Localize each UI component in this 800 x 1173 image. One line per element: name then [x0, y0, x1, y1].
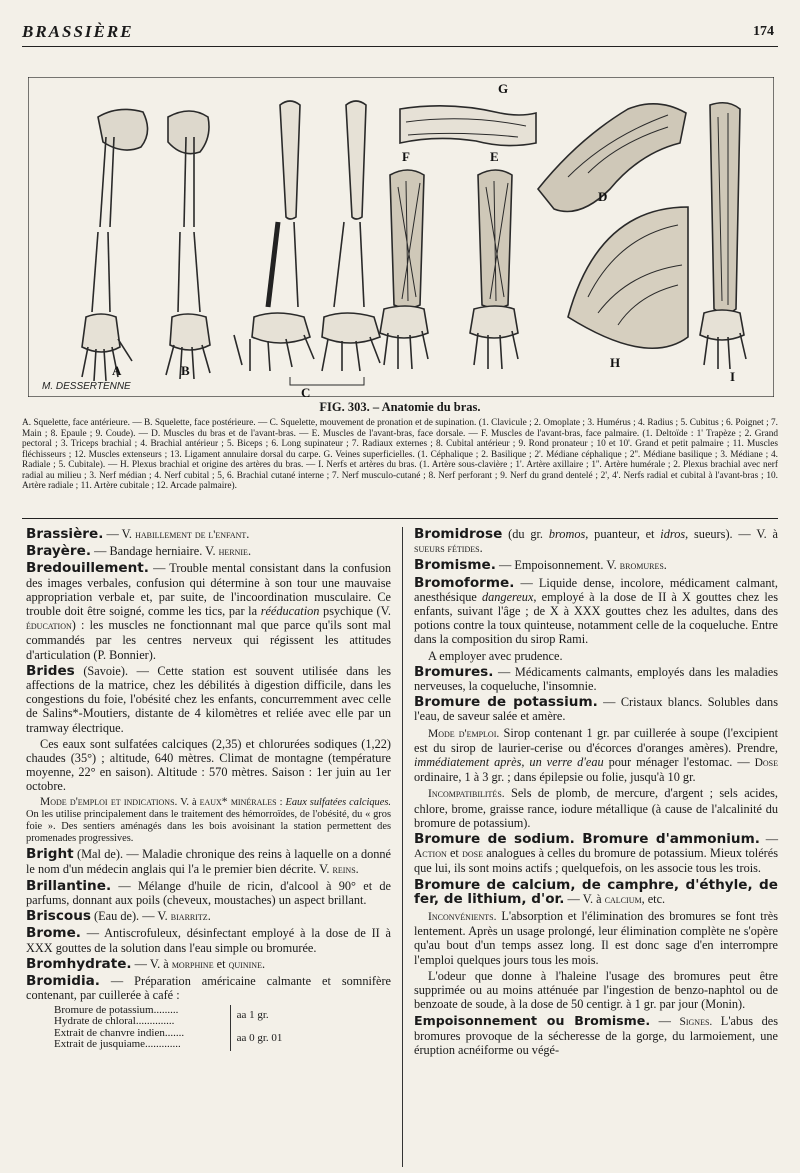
entry-bromure-potassium: Bromure de potassium. — Cristaux blancs. Solubles dans l'eau, de saveur salée et amère.: [414, 694, 778, 724]
entry-bromures: Bromures. — Médicaments calmants, employés dans les maladies nerveuses, la coqueluche, l'insomnie.: [414, 663, 778, 694]
figure-letter-g: G: [498, 81, 509, 96]
figure-letter-b: B: [181, 363, 190, 378]
cross-ref: biarritz: [170, 911, 208, 924]
column-divider: [402, 527, 403, 1167]
cross-ref: quinine: [228, 958, 262, 971]
entry-bromidia: Bromidia. — Préparation américaine calmante et somnifère contenant, par cuillerée à café :: [26, 973, 391, 1003]
entry-bromure-potassium-incomp: Incompatibilités. Sels de plomb, de mercure, d'argent ; sels acides, chlore, brome, graisse rance, iodure métallique (à cause de l'alcalinité du bromure de potassium).: [414, 786, 778, 830]
figure-letter-d: D: [598, 189, 608, 204]
figure-letter-c: C: [301, 385, 311, 397]
recipe-row: Bromure de potassium......... aa 1 gr.: [52, 1005, 302, 1017]
cross-ref: bromures: [619, 560, 664, 573]
entry-brides-p2: Ces eaux sont sulfatées calciques (2,35) et chlorurées sodiques (1,22) chaudes (35°) ; altitude, 640 mètres. Climat de montagne (température moyenne, 22° en saison). Altitude : 570 mètres. Saison : 1er juin au 1er octobre.: [26, 736, 391, 794]
figure-legend: A. Squelette, face antérieure. — B. Squelette, face postérieure. — C. Squelette, mouvement de pronation et de supination. (1. Clavicule ; 2. Omoplate ; 3. Humérus ; 4. Radius ; 5. Cubitus ; 6. Poignet ; 7. Main ; 8. Epaule ; 9. Coude). — D. Muscles du bras et de l'avant-bras. — E. Muscles de l'avant-bras, face dorsale. — F. Muscles de l'avant-bras, face palmaire. (1. Deltoïde : 1' Trapèze ; 2. Grand pectoral ; 3. Triceps brachial ; 4. Brachial antérieur ; 5. Biceps ; 6. Long supinateur ; 7. Radiaux externes ; 8. Cubital antérieur ; 9. Rond pronateur ; 10 et 10'. Grand et petit palmaire ; 11. Muscles fléchisseurs ; 12. Muscles extenseurs ; 13. Ligament annulaire dorsal du carpe. G. Veines superficielles. (1. Céphalique ; 2. Basilique ; 2'. Médiane céphalique ; 2''. Médiane basilique ; 3. Médiane ; 4. Radiale ; 5. Cubitale). — H. Plexus brachial et origine des artères du bras. — I. Nerfs et artères du bras. (1. Artère sous-clavière ; 1'. Artère axillaire ; 1''. Artère humérale ; 2. Plexus brachial avec nerf radial au milieu ; 3. Nerf médian ; 4. Nerf cubital ; 5, 6. Brachial cutané interne ; 7. Nerf musculo-cutané ; 8. Nerf perforant ; 9. Nerf du grand dentelé ; 2', 4'. Nerfs radial et cubital à l'avant-bras ; 10. Artère radiale ; 11. Artère cubitale ; 12. Arcade palmaire).: [22, 418, 778, 491]
section-divider: [22, 518, 778, 519]
entry-bromure-calcium: Bromure de calcium, de camphre, d'éthyle, de fer, de lithium, d'or. — V. à calcium, etc.: [414, 876, 778, 907]
headword: Brome.: [26, 925, 81, 942]
nerves-arteries-illustration: [700, 103, 746, 369]
cross-ref: morphine: [171, 958, 214, 971]
entry-bromoforme: Bromoforme. — Liquide dense, incolore, médicament calmant, anesthésique dangereux, employé à la dose de II à X gouttes chez les enfants, suivant l'âge ; de X à XXX gouttes chez les adultes, dans des potions contre la toux quinteuse, notamment celle de la coqueluche. Entre dans la composition du sirop Rami.: [414, 574, 778, 647]
figure-letter-h: H: [610, 355, 621, 370]
entry-bromisme: Bromisme. — Empoisonnement. V. bromures.: [414, 557, 667, 574]
headword: Bromidia.: [26, 973, 100, 990]
entry-bromhydrate: Bromhydrate. — V. à morphine et quinine.: [26, 955, 266, 972]
cross-ref: habillement de l'enfant: [135, 529, 247, 541]
right-column: [414, 527, 778, 1059]
recipe-row: Extrait de chanvre indien....... aa 0 gr. 01: [52, 1028, 302, 1040]
figure-letter-a: A: [112, 363, 122, 378]
entry-brillantine: Brillantine. — Mélange d'huile de ricin, d'alcool à 90° et de parfums, donnant aux poils (cheveux, moustaches) un aspect brillant.: [26, 877, 391, 908]
entry-brides-mode: Mode d'emploi et indications. V. à eaux* minérales : Eaux sulfatées calciques. On les utilise principalement dans le traitement des hémorroïdes, de l'obésité, du « gros foie ». Des sentiers aménagés dans les bois avoisinant la station permettent des promenades progressives.: [26, 795, 391, 845]
pronation-supination-illustration: [234, 101, 380, 385]
entry-empoisonnement: Empoisonnement ou Bromisme. — Signes. L'abus des bromures provoque de la sécheresse de la gorge, du larmoiement, une éruption acnéiforme ou végé-: [414, 1012, 778, 1057]
headword: Bromure de sodium. Bromure d'ammonium.: [414, 831, 760, 848]
headword: Bromoforme.: [414, 574, 515, 591]
skeleton-back-illustration: [166, 111, 210, 379]
cross-ref: eaux* minérales: [199, 795, 277, 808]
brachial-plexus-illustration: [568, 207, 688, 348]
entry-bromure-calcium-p2: L'odeur que donne à l'haleine l'usage des bromures peut être supprimée ou au moins atténuée par l'ingestion de benzo-naphtol ou de benzoate de soude, à la dose de 50 centigr. à 1 gr. par jour (Monin).: [414, 968, 778, 1012]
running-head: BRASSIÈRE: [22, 22, 134, 41]
arm-muscles-illustration: [538, 104, 686, 212]
recipe-row: Extrait de jusquiame.............: [54, 1038, 181, 1050]
headword: Bromidrose: [414, 526, 503, 542]
page-number: 174: [753, 24, 774, 39]
figure-letter-i: I: [730, 369, 736, 384]
entry-bromure-potassium-mode: Mode d'emploi. Sirop contenant 1 gr. par cuillerée à soupe (l'excipient est du sirop de laurier-cerise ou d'écorces d'oranges amères). Prendre, immédiatement après, un verre d'eau pour ménager l'estomac. — Dose ordinaire, 1 à 3 gr. ; dans épilepsie ou folie, jusqu'à 10 gr.: [414, 725, 779, 785]
figure-caption: FIG. 303. – Anatomie du bras.: [319, 400, 481, 414]
headword: Bromhydrate.: [26, 955, 132, 972]
headword: Bromures.: [414, 663, 494, 680]
headword: Bromisme.: [414, 557, 496, 574]
entry-brassiere: Brassière. — V. habillement de l'enfant.: [26, 526, 250, 542]
headword: Brassière.: [26, 526, 104, 542]
entry-brome: Brome. — Antiscrofuleux, désinfectant employé à la dose de II à XXX gouttes de la solution dans l'eau simple ou bromurée.: [26, 925, 391, 955]
forearm-muscles-illustration: [380, 170, 518, 369]
superficial-veins-illustration: [400, 106, 536, 146]
headword: Briscous: [26, 908, 91, 925]
entry-bromure-calcium-incon: Inconvénients. L'absorption et l'élimination des bromures se font très lentement. Après un usage prolongé, leur élimination complète ne s'opère qu'au bout d'un temps assez long. Il est donc sage d'en interrompre l'emploi quelques jours tous les mois.: [414, 909, 778, 967]
cross-ref: éducation: [26, 620, 72, 633]
headword: Brayère.: [26, 543, 91, 560]
figure-letter-f: F: [402, 149, 410, 164]
headword: Empoisonnement ou Bromisme.: [414, 1012, 651, 1028]
page-header: [22, 20, 778, 47]
skeleton-front-illustration: [82, 109, 148, 381]
headword: Bredouillement.: [26, 560, 149, 577]
anatomy-figure: [28, 77, 774, 397]
headword: Brillantine.: [26, 877, 112, 894]
entry-brides: Brides (Savoie). — Cette station est souvent utilisée dans les affections de la matrice, chez les débilités à digestion difficile, dans les congestions du foie, l'obésité chez les enfants, concurremment avec celle de Salins*-Moutiers, distante de 4 kilomètres et reliée avec elle par un tramway électrique.: [26, 662, 391, 735]
cross-ref: reins: [332, 863, 356, 876]
entry-bright: Bright (Mal de). — Maladie chronique des reins à laquelle on a donné le nom d'un médecin anglais qui l'a le premier bien décrite. V. reins.: [26, 846, 391, 876]
entry-briscous: Briscous (Eau de). — V. biarritz.: [26, 908, 211, 925]
headword: Bromure de potassium.: [414, 694, 598, 711]
headword: Brides: [26, 662, 75, 679]
artist-signature: M. DESSERTENNE: [42, 381, 131, 392]
headword: Bright: [26, 846, 74, 863]
left-column: [26, 527, 391, 1051]
cross-ref: hernie: [218, 546, 248, 559]
recipe-row: Hydrate de chloral..............: [54, 1015, 175, 1027]
entry-bromoforme-p2: A employer avec prudence.: [428, 648, 563, 663]
entry-bromure-sodium: Bromure de sodium. Bromure d'ammonium. — Action et dose analogues à celles du bromure de potassium. Mieux tolérés que lui, ils sont moins actifs ; quelquefois, on les associe tous les trois.: [414, 831, 779, 876]
entry-brayere: Brayère. — Bandage herniaire. V. hernie.: [26, 543, 252, 560]
cross-ref: sueurs fétides: [414, 543, 480, 556]
headword: Bromure de calcium, de camphre, d'éthyle, de fer, de lithium, d'or.: [414, 876, 778, 907]
bromidia-recipe: [52, 1005, 302, 1051]
entry-bromidrose: Bromidrose (du gr. bromos, puanteur, et idros, sueurs). — V. à sueurs fétides.: [414, 526, 778, 556]
cross-ref: calcium: [604, 893, 642, 906]
figure-letter-e: E: [490, 149, 499, 164]
entry-bredouillement: Bredouillement. — Trouble mental consistant dans la confusion des images verbales, confusion qui détermine à son tour une mauvaise appropriation verbale et, par suite, de l'incoordination musculaire. Ce trouble doit être soigné, comme les tics, par la rééducation psychique (V. éducation) : les muscles ne fonctionnant mal que parce qu'ils sont mal commandés par les centres nerveux qui régissent les attitudes d'articulation (P. Bonnier).: [26, 560, 391, 662]
